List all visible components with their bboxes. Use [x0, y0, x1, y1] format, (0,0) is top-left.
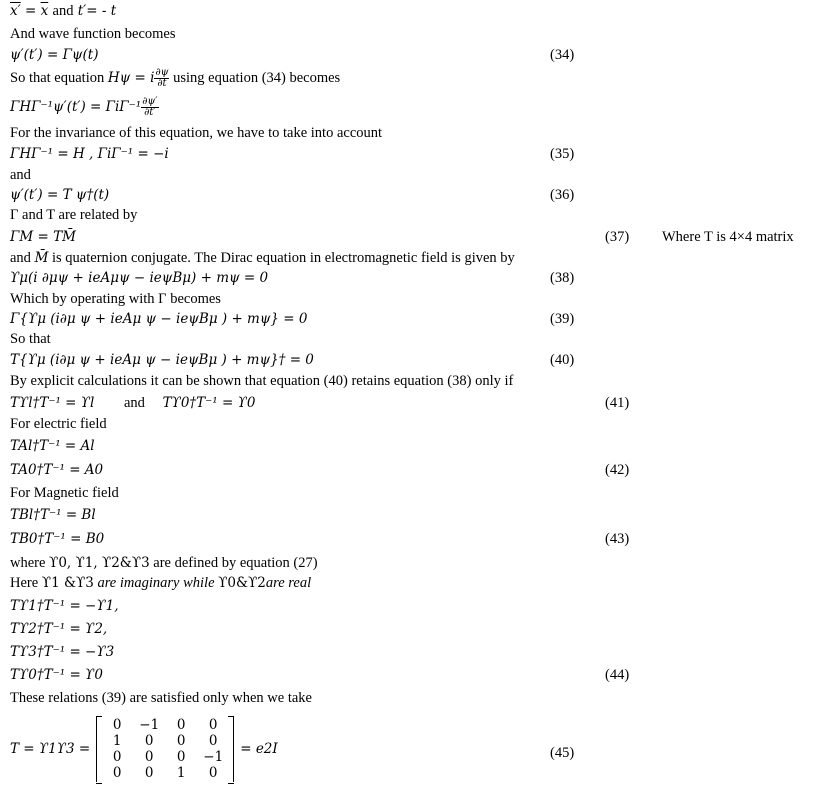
equation-number: (35): [550, 146, 575, 162]
matrix-cell: 0: [208, 765, 218, 781]
equation-number: (41): [605, 395, 630, 411]
equation: Tϒ1†T⁻¹ = −ϒ1,: [10, 598, 119, 614]
fraction-denominator: ∂t′: [144, 107, 156, 118]
equation: TA0†T⁻¹ = A0: [10, 462, 104, 478]
inline-math: Tϒ0†T⁻¹ = ϒ0: [162, 395, 256, 411]
equation: ψ′(t′) = Γψ(t): [10, 47, 99, 63]
matrix-cell: 0: [112, 717, 122, 733]
matrix-cell: 1: [112, 733, 122, 749]
text-line: For Magnetic field: [10, 485, 119, 501]
matrix-lhs: T = ϒ1ϒ3 =: [10, 741, 91, 757]
inline-math: ϒ1 &ϒ3: [41, 575, 94, 591]
equation-number: (40): [550, 352, 575, 368]
equation-number: (44): [605, 667, 630, 683]
equation: Γ{ϒμ (i∂μ ψ + ieAμ ψ − ieψBμ ) + mψ} = 0: [10, 311, 308, 327]
matrix-cell: −1: [203, 749, 224, 765]
matrix-cell: 0: [176, 717, 186, 733]
equation: [10, 97, 159, 118]
text-span: where: [10, 555, 46, 571]
fraction-numerator: ∂ψ: [155, 67, 169, 78]
text-span: using equation (34) becomes: [173, 69, 341, 86]
equation: ΓM = TM̄: [10, 229, 76, 245]
equation-number: (36): [550, 187, 575, 203]
text-span: Here: [10, 575, 39, 591]
equation-number: (43): [605, 531, 630, 547]
text-line: and: [10, 167, 31, 183]
inline-math: ϒ0, ϒ1, ϒ2&ϒ3: [49, 555, 150, 571]
inline-math: M̄: [34, 250, 49, 266]
equation: ϒμ(i ∂μψ + ieAμψ − ieψBμ) + mψ = 0: [10, 270, 269, 286]
text-line: Γ and T are related by: [10, 207, 138, 223]
equation-number: (38): [550, 270, 575, 286]
fraction-numerator: ∂ψ′: [142, 96, 158, 107]
equation-number: (45): [550, 745, 575, 761]
matrix-rhs: = e2I: [240, 741, 278, 757]
text-line: And wave function becomes: [10, 26, 176, 42]
matrix-cell: 0: [144, 749, 154, 765]
text-line: These relations (39) are satisfied only when we take: [10, 690, 312, 706]
fraction: [154, 68, 169, 89]
text-line: [10, 68, 340, 89]
text-span: is quaternion conjugate. The Dirac equation in electromagnetic field is given by: [52, 250, 515, 266]
fraction: [141, 97, 158, 118]
equation-number: (39): [550, 311, 575, 327]
text-line: For the invariance of this equation, we have to take into account: [10, 125, 383, 141]
text-line: [10, 554, 318, 572]
fraction-denominator: ∂t: [157, 78, 167, 89]
text-line: [10, 249, 515, 267]
equation: T{ϒμ (i∂μ ψ + ieAμ ψ − ieψBμ ) + mψ}† = 0: [10, 352, 314, 368]
equation-number: (37): [605, 229, 630, 245]
text-span: So that equation: [10, 69, 105, 86]
equation: TAl†T⁻¹ = Al: [10, 438, 95, 454]
equation-number: (34): [550, 47, 575, 63]
matrix-cell: 0: [112, 749, 122, 765]
text-line: By explicit calculations it can be shown that equation (40) retains equation (38) only if: [10, 373, 514, 389]
matrix-cell: 0: [208, 733, 218, 749]
equation: [10, 394, 255, 412]
equation: Tϒ3†T⁻¹ = −ϒ3: [10, 644, 115, 660]
equation: Tϒ2†T⁻¹ = ϒ2,: [10, 621, 108, 637]
inline-math: ΓHΓ⁻¹ψ′(t′) = ΓiΓ⁻¹: [10, 98, 142, 115]
inline-math: Hψ = i: [107, 69, 155, 86]
matrix: [96, 716, 234, 782]
equation: TB0†T⁻¹ = B0: [10, 531, 105, 547]
matrix-cell: 0: [176, 749, 186, 765]
side-note: Where T is 4×4 matrix: [662, 229, 794, 245]
text-span: are real: [265, 575, 312, 591]
text-span: and: [10, 250, 31, 266]
matrix-equation: [10, 716, 278, 782]
equation: TBl†T⁻¹ = Bl: [10, 507, 96, 523]
equation: Tϒ0†T⁻¹ = ϒ0: [10, 667, 103, 683]
text-line: So that: [10, 331, 51, 347]
matrix-cell: 0: [144, 733, 154, 749]
eq-transform: $x' = \overline{x}$ and t′= - t: [10, 3, 117, 19]
matrix-cell: 0: [176, 733, 186, 749]
text-span: and: [124, 395, 145, 411]
text-line: Which by operating with Γ becomes: [10, 291, 221, 307]
inline-math: Tϒl†T⁻¹ = ϒl: [10, 395, 95, 411]
equation: ΓHΓ⁻¹ = H , ΓiΓ⁻¹ = −i: [10, 146, 169, 162]
matrix-cell: 1: [176, 765, 186, 781]
equation-number: (42): [605, 462, 630, 478]
text-line: [10, 574, 311, 592]
inline-math: ϒ0&ϒ2: [218, 575, 266, 591]
text-span: are defined by equation (27): [153, 555, 318, 571]
matrix-cell: 0: [144, 765, 154, 781]
matrix-cell: 0: [112, 765, 122, 781]
text-line: For electric field: [10, 416, 107, 432]
matrix-cell: −1: [139, 717, 160, 733]
text-span: are imaginary while: [97, 575, 215, 591]
equation: ψ′(t′) = T ψ†(t): [10, 187, 110, 203]
matrix-cell: 0: [208, 717, 218, 733]
